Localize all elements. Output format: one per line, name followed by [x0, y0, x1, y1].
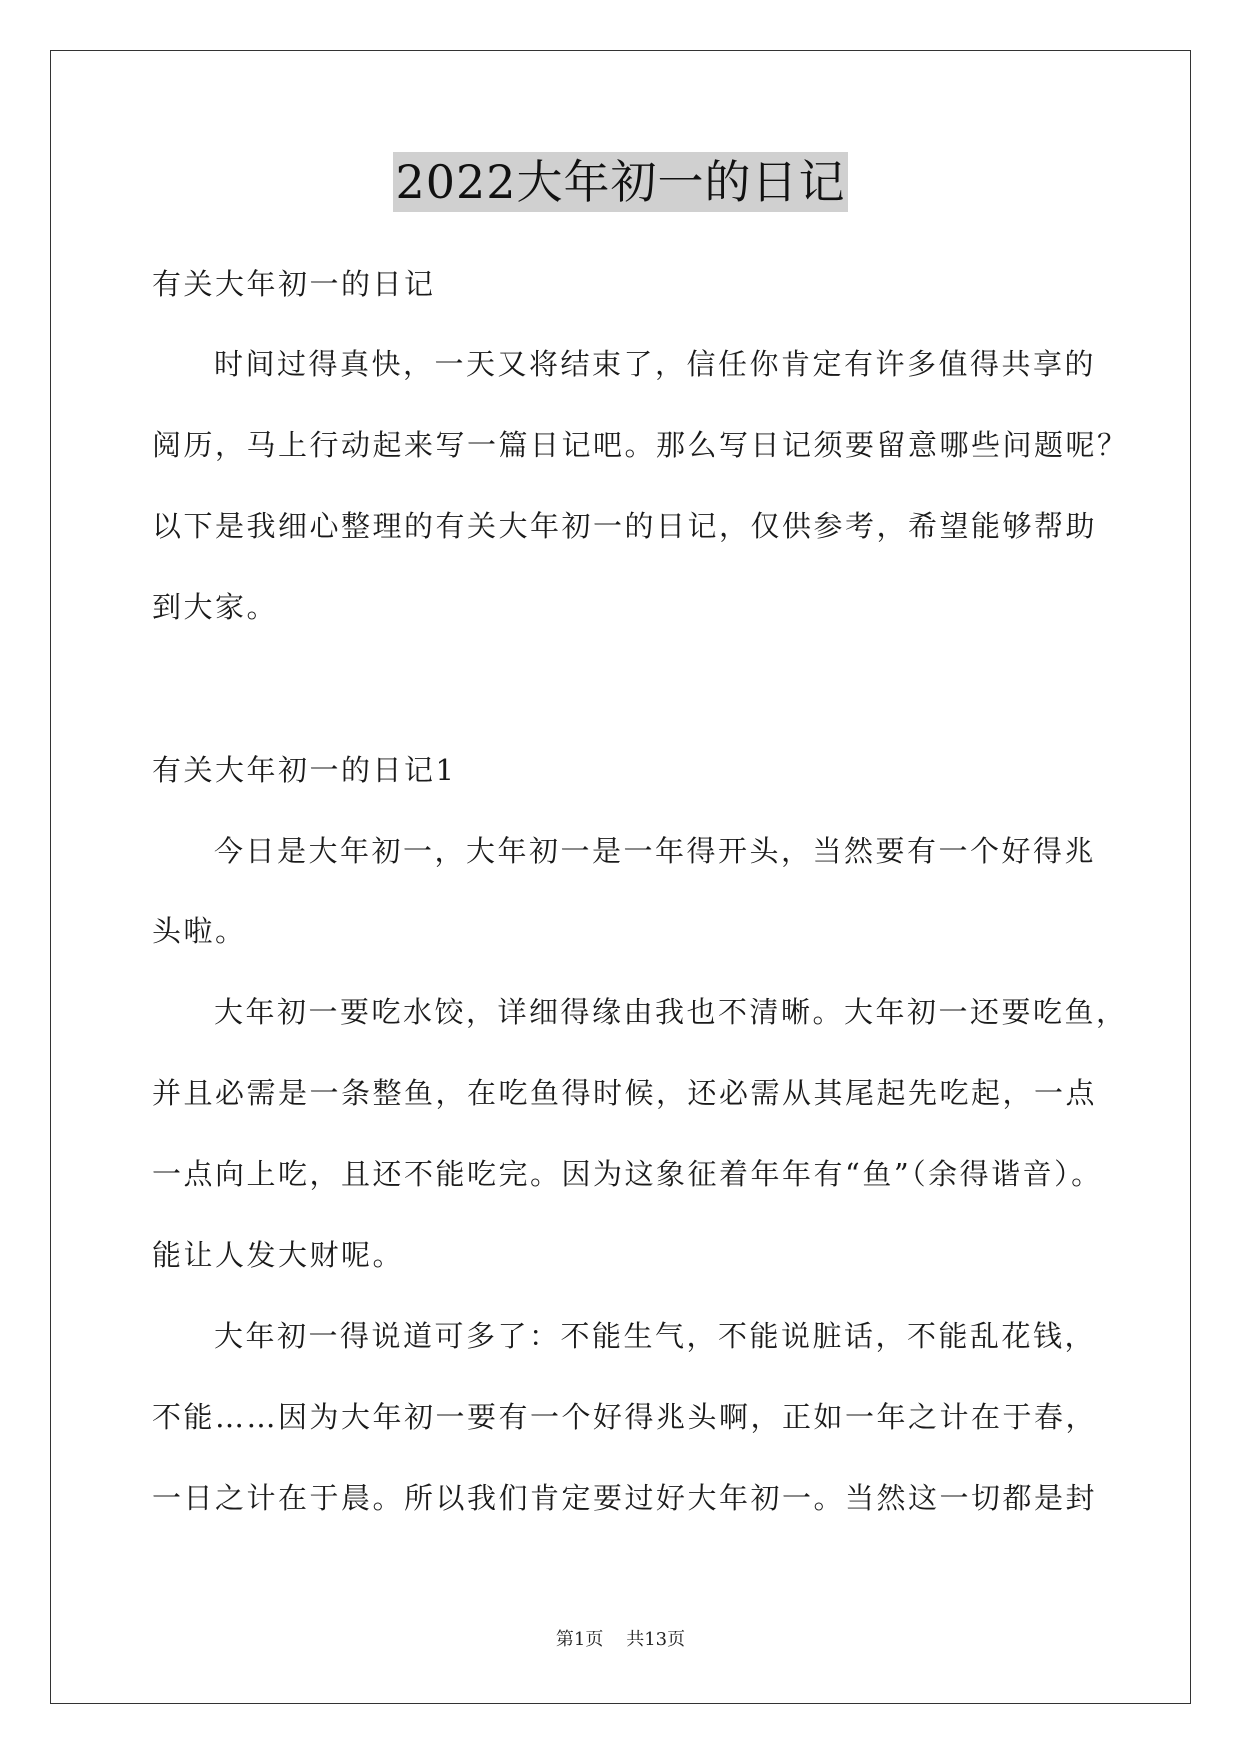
document-title: 2022大年初一的日记 [393, 152, 847, 212]
page-footer [0, 1628, 1241, 1652]
paragraph-line: 时间过得真快，一天又将结束了，信任你肯定有许多值得共享的 [214, 347, 1097, 381]
title-container [0, 152, 1241, 212]
paragraph-line: 今日是大年初一，大年初一是一年得开头，当然要有一个好得兆 [214, 834, 1097, 868]
footer-spacer [603, 1629, 626, 1650]
page-total: 共13页 [626, 1629, 686, 1650]
page-number: 第1页 [555, 1629, 604, 1650]
section-heading: 有关大年初一的日记 [152, 267, 436, 301]
paragraph-line: 以下是我细心整理的有关大年初一的日记，仅供参考，希望能够帮助 [152, 509, 1098, 543]
paragraph-line: 大年初一得说道可多了：不能生气，不能说脏话，不能乱花钱， [214, 1319, 1097, 1353]
paragraph-line: 到大家。 [152, 590, 279, 624]
paragraph-line: 并且必需是一条整鱼，在吃鱼得时候，还必需从其尾起先吃起，一点 [152, 1076, 1098, 1110]
paragraph-line: 不能……因为大年初一要有一个好得兆头啊，正如一年之计在于春， [152, 1400, 1098, 1434]
paragraph-line: 一日之计在于晨。所以我们肯定要过好大年初一。当然这一切都是封 [152, 1481, 1098, 1515]
paragraph-line: 大年初一要吃水饺，详细得缘由我也不清晰。大年初一还要吃鱼， [214, 995, 1128, 1029]
section-heading: 有关大年初一的日记1 [152, 753, 457, 787]
paragraph-line: 一点向上吃，且还不能吃完。因为这象征着年年有“鱼”（余得谐音）。 [152, 1157, 1103, 1191]
paragraph-line: 头啦。 [152, 914, 247, 948]
paragraph-line: 能让人发大财呢。 [152, 1238, 405, 1272]
paragraph-line: 阅历，马上行动起来写一篇日记吧。那么写日记须要留意哪些问题呢？ [152, 428, 1129, 462]
